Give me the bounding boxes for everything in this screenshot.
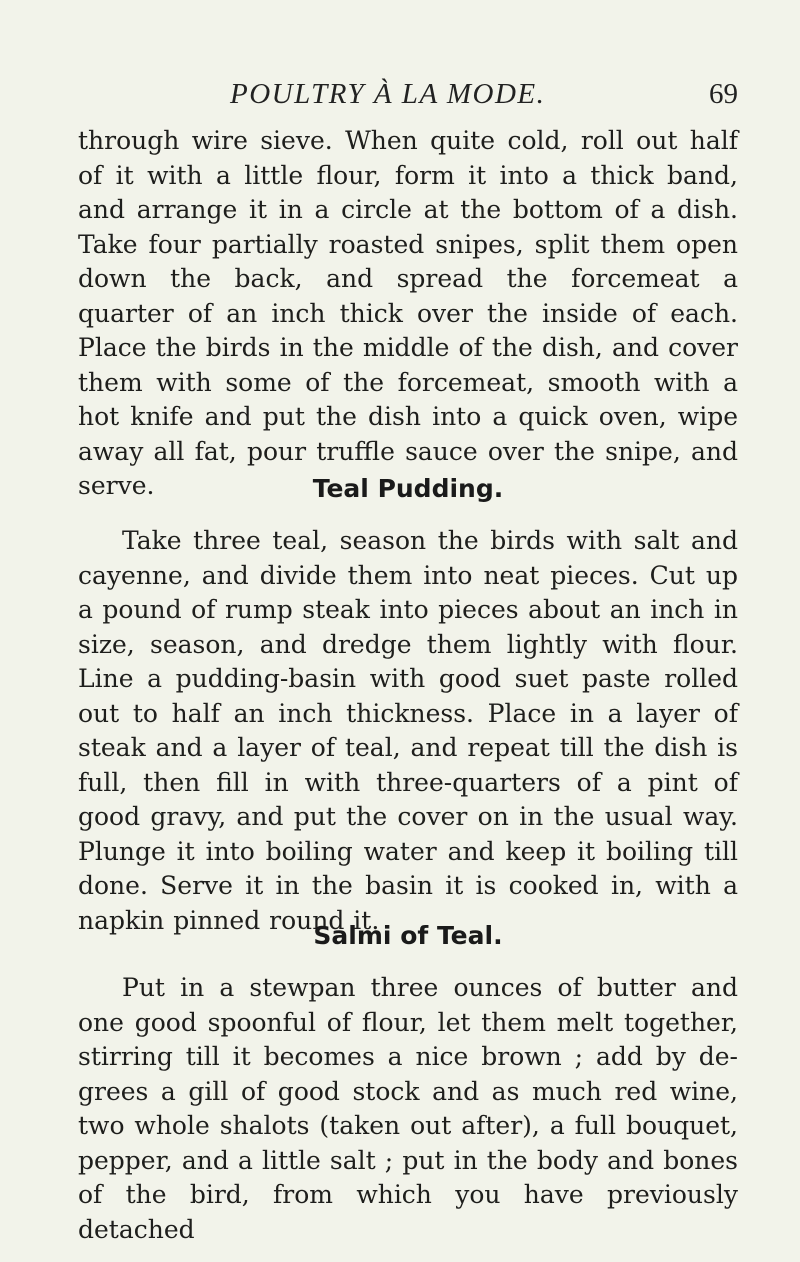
running-title: POULTRY À LA MODE. [230, 78, 546, 110]
running-header [78, 78, 738, 114]
body-paragraph-teal-pudding: Take three teal, season the birds with salt and cayenne, and divide them into neat pieces. Cut up a pound of rump steak into pieces about an inch in size, season, and dredge them lightly with flour. Line a pudding-basin with good suet paste rolled out to half an inch thickness. Place in a layer of steak and a layer of teal, and repeat till the dish is full, then fill in with three-quarters of a pint of good gravy, and put the cover on in the usual way. Plunge it into boiling water and keep it boiling till done. Serve it in the basin it is cooked in, with a napkin pinned round it. [78, 526, 738, 935]
recipe-heading-salmi-of-teal: Salmi of Teal. [313, 921, 503, 950]
page-number: 69 [709, 78, 738, 110]
body-paragraph-snipe-continuation: through wire sieve. When quite cold, roll out half of it with a little flour, form it into a thick band, and arrange it in a circle at the bottom of a dish. Take four partially roasted snipes, split them open down the back, and spread the forcemeat a quarter of an inch thick over the inside of each. Place the birds in the middle of the dish, and cover them with some of the forcemeat, smooth with a hot knife and put the dish into a quick oven, wipe away all fat, pour truffle sauce over the snipe, and serve. [78, 126, 738, 500]
recipe-heading-teal-pudding: Teal Pudding. [312, 474, 504, 503]
book-page [78, 0, 738, 1262]
body-paragraph-salmi-of-teal: Put in a stewpan three ounces of butter and one good spoonful of flour, let them melt together, stirring till it becomes a nice brown ; add by de-grees a gill of good stock and as much red wine, two whole shalots (taken out after), a full bouquet, pepper, and a little salt ; put in the body and bones of the bird, from which you have previously detached [78, 973, 738, 1244]
